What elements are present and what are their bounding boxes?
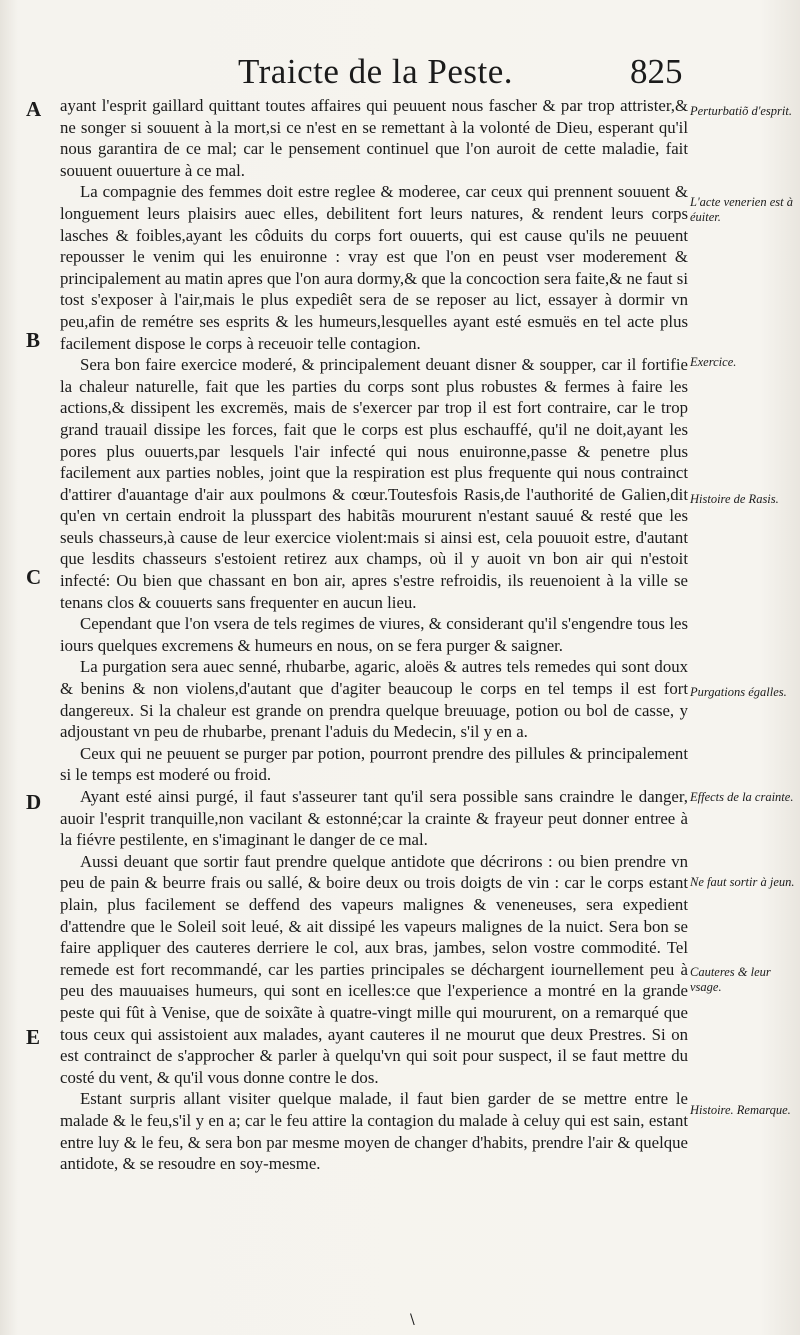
page-number: 825	[630, 52, 683, 91]
paragraph: ayant l'esprit gaillard quittant toutes affaires qui peuuent nous fascher & par trop attrister,& ne songer si souuent à la mort,si ce n'est en se remettant à la volonté de Dieu, esperant qu'il nous garantira de ce mal; car le pensement continuel que l'on auroit de cette maladie, fait souuent ouuerture à ce mal.	[60, 96, 688, 180]
paragraph: La compagnie des femmes doit estre reglee & moderee, car ceux qui prennent souuent & longuement leurs plaisirs auec elles, debilitent fort leurs natures, & rendent leurs corps lasches & foibles,ayant les côduits du corps fort ouuerts, qui est cause qu'ils ne peuuent repousser le venim qui les enuironne : vray est que l'on en peust vser moderement & principalement au matin apres que l'on aura dormy,& que la concoction sera faite,& ne faut si tost s'exposer à l'air,mais le plus expediêt sera de se reposer au lict, essayer à dormir vn peu,afin de remétre ses esprits & les humeurs,lesquelles ayant esté esmuës en tel acte plus facilement dispose le corps à receuoir telle contagion.	[60, 182, 688, 353]
marginal-note: Histoire de Rasis.	[690, 492, 779, 506]
page-title: Traicte de la Peste.	[238, 52, 514, 91]
section-letter-c: C	[26, 565, 42, 589]
marginal-note: Cauteres & leur vsage.	[690, 965, 771, 994]
marginal-note: Exercice.	[690, 355, 737, 369]
body-text	[60, 95, 688, 1175]
section-letter-e: E	[26, 1025, 41, 1049]
catchword: \	[410, 1312, 415, 1328]
marginal-note: L'acte venerien est à éuiter.	[690, 195, 793, 224]
section-letter-a: A	[26, 97, 42, 121]
paragraph: Aussi deuant que sortir faut prendre quelque antidote que décrirons : ou bien prendre vn peu de pain & beurre frais ou sallé, & boire deux ou trois doigts de vin : car le corps estant plain, plus facilement se deffend des vapeurs malignes & veneneuses, sera expedient d'attendre que le Soleil soit leué, & ait dissipé les vapeurs malignes de la nuict. Sera bon se faire appliquer des cauteres derriere le col, aux bras, jambes, selon vostre commodité. Tel remede est fort recommandé, car les parties principales se déchargent iournellement peu à peu des mauuaises humeurs, qui sont en icelles:ce que l'experience a montré en la grande peste qui fût à Venise, que de soixãte à quatre-vingt mille qui moururent, on a remarqué que tous ceux qui assistoient aux malades, ayant cauteres il ne mourut que deux Prestres. Si on est contrainct de s'approcher & parler à quelqu'vn qui soit pour suspect, il se faut mettre du costé du vent, & qu'il vous donne contre le dos.	[60, 851, 688, 1087]
paragraph: Ayant esté ainsi purgé, il faut s'asseurer tant qu'il sera possible sans craindre le danger, auoir l'esprit tranquille,non vacilant & estonné;car la crainte & frayeur peut donner entree à la fiévre pestilente, en s'imaginant le danger de ce mal.	[60, 787, 688, 850]
marginal-note: Perturbatiõ d'esprit.	[690, 104, 792, 118]
section-letter-d: D	[26, 790, 42, 814]
paragraph: Sera bon faire exercice moderé, & principalement deuant disner & soupper, car il fortifie la chaleur naturelle, fait que les parties du corps sont plus robustes & fermes à faire les actions,& dissipent les excremës, mais de s'exercer par trop il est fort contraire, car le trop grand trauail dissipe les forces, fait que le corps est plus eschauffé, qu'il ne doit,ayant les pores plus ouuerts,par lesquels l'air infecté qui nous enuironne,passe & penetre plus facilement aux parties nobles, joint que la respiration est plus frequente qui nous contrainct d'attirer d'auantage d'air aux poulmons & cœur.Toutesfois Rasis,de l'authorité de Galien,dit qu'en vn certain endroit la plusspart des habitãs moururent n'estant sauué & resté que les seuls chasseurs,à cause de leur exercice violent:mais si ainsi est, cela pouuoit estre, d'autant que lesdits chasseurs s'estoient retirez aux champs, où il y auoit vn bon air qui n'estoit infecté: Ou bien que chassant en bon air, apres s'estre refroidis, ils reuenoient à la ville se tenans clos & couuerts sans frequenter en aucun lieu.	[60, 355, 688, 612]
paragraph: Estant surpris allant visiter quelque malade, il faut bien garder de se mettre entre le malade & le feu,s'il y en a; car le feu attire la contagion du malade à celuy qui est sain, estant entre luy & le feu, & sera bon par mesme moyen de changer d'habits, prendre l'air & quelque antidote, & se resoudre en soy-mesme.	[60, 1089, 688, 1174]
paragraph: Cependant que l'on vsera de tels regimes de viures, & considerant qu'il s'engendre tous les iours quelques excremens & humeurs en nous, on se fera purger & saigner.	[60, 614, 688, 655]
section-letter-b: B	[26, 328, 41, 352]
running-head	[0, 52, 800, 96]
marginal-note: Effects de la crainte.	[690, 790, 794, 804]
marginal-note: Purgations égalles.	[690, 685, 787, 699]
marginal-note: Ne faut sortir à jeun.	[690, 875, 795, 889]
paragraph: Ceux qui ne peuuent se purger par potion, pourront prendre des pillules & principalement si le temps est moderé ou froid.	[60, 743, 688, 785]
paragraph: La purgation sera auec senné, rhubarbe, agaric, aloës & autres tels remedes qui sont doux & benins & non violens,d'autant que d'agiter beaucoup le corps en tel temps il est fort dangereux. Si la chaleur est grande on prendra quelque breuuage, potion ou bol de casse, y adjoustant vn peu de rhubarbe, prenant l'aduis du Medecin, s'il y en a.	[60, 657, 688, 742]
marginal-note: Histoire. Remarque.	[690, 1103, 791, 1117]
